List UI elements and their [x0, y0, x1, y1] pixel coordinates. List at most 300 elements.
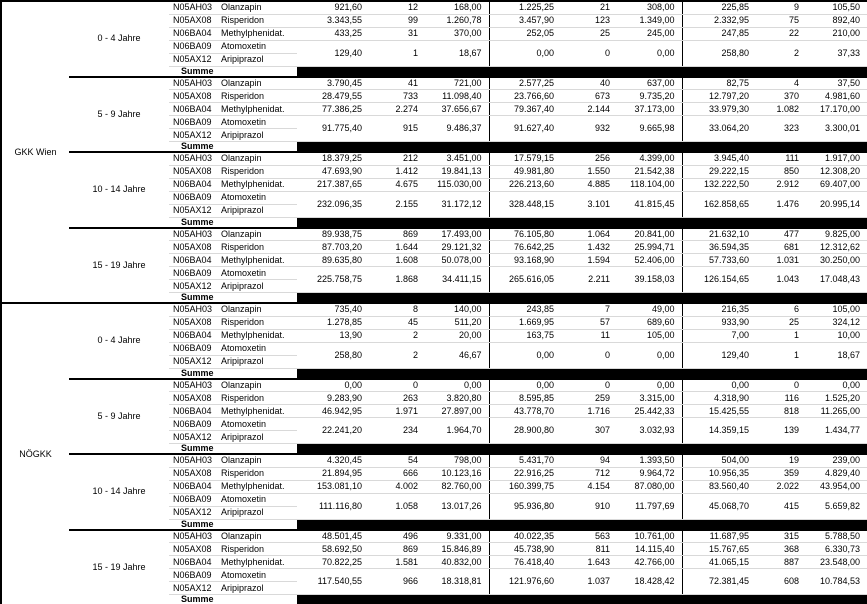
value-cell: 368: [756, 543, 808, 556]
value-cell: 6.330,73: [808, 543, 867, 556]
value-cell: 1.550: [561, 165, 619, 178]
value-cell: 43.778,70: [489, 405, 561, 418]
value-cell: 370: [756, 90, 808, 103]
merged-value-cell: 72.381,45: [682, 569, 756, 595]
value-cell: 25.994,71: [619, 241, 682, 254]
drug-row: [1, 1, 867, 14]
value-cell: 1.393,50: [619, 454, 682, 467]
age-group-cell: 10 - 14 Jahre: [69, 152, 169, 228]
value-cell: 2: [369, 329, 427, 342]
value-cell: 1.581: [369, 556, 427, 569]
value-cell: 15.846,89: [427, 543, 489, 556]
value-cell: 4: [756, 77, 808, 90]
value-cell: 263: [369, 392, 427, 405]
value-cell: 9.283,90: [297, 392, 369, 405]
value-cell: 23.766,60: [489, 90, 561, 103]
value-cell: 0: [756, 379, 808, 392]
merged-value-cell: 9.486,37: [427, 116, 489, 142]
value-cell: 132.222,50: [682, 178, 756, 191]
value-cell: 1.260,78: [427, 14, 489, 27]
drug-name-cell: Olanzapin: [219, 530, 297, 543]
value-cell: 20,00: [427, 329, 489, 342]
drug-name-cell: Risperidon: [219, 467, 297, 480]
value-cell: 4.829,40: [808, 467, 867, 480]
value-cell: 2.332,95: [682, 14, 756, 27]
atc-code-cell: N05AH03: [169, 228, 219, 241]
merged-value-cell: 1.868: [369, 267, 427, 293]
provider-cell: NÖGKK: [1, 303, 69, 604]
atc-code-cell: N06BA09: [169, 493, 219, 506]
value-cell: 1.608: [369, 254, 427, 267]
drug-name-cell: Risperidon: [219, 316, 297, 329]
drug-name-cell: Methylphenidat.: [219, 254, 297, 267]
value-cell: 689,60: [619, 316, 682, 329]
merged-value-cell: 91.775,40: [297, 116, 369, 142]
value-cell: 9.331,00: [427, 530, 489, 543]
value-cell: 811: [561, 543, 619, 556]
value-cell: 210,00: [808, 27, 867, 40]
value-cell: 4.399,00: [619, 152, 682, 165]
value-cell: 118.104,00: [619, 178, 682, 191]
drug-row: [1, 77, 867, 90]
value-cell: 40.022,35: [489, 530, 561, 543]
value-cell: 12: [369, 1, 427, 14]
value-cell: 6: [756, 303, 808, 316]
value-cell: 17.579,15: [489, 152, 561, 165]
value-cell: 70.822,25: [297, 556, 369, 569]
value-cell: 27.897,00: [427, 405, 489, 418]
value-cell: 11.265,00: [808, 405, 867, 418]
value-cell: 105,00: [619, 329, 682, 342]
merged-value-cell: 41.815,45: [619, 191, 682, 217]
drug-name-cell: Olanzapin: [219, 379, 297, 392]
drug-name-cell: Aripiprazol: [219, 582, 297, 595]
value-cell: 41: [369, 77, 427, 90]
merged-value-cell: 18,67: [427, 40, 489, 66]
value-cell: 0,00: [808, 379, 867, 392]
value-cell: 21.894,95: [297, 467, 369, 480]
merged-value-cell: 323: [756, 116, 808, 142]
value-cell: 82.760,00: [427, 480, 489, 493]
value-cell: 4.981,60: [808, 90, 867, 103]
value-cell: 212: [369, 152, 427, 165]
value-cell: 31: [369, 27, 427, 40]
summe-label-cell: Summe: [169, 142, 297, 153]
drug-name-cell: Methylphenidat.: [219, 103, 297, 116]
value-cell: 0,00: [619, 379, 682, 392]
value-cell: 247,85: [682, 27, 756, 40]
atc-code-cell: N06BA04: [169, 329, 219, 342]
drug-name-cell: Methylphenidat.: [219, 27, 297, 40]
value-cell: 9.735,20: [619, 90, 682, 103]
drug-name-cell: Olanzapin: [219, 303, 297, 316]
value-cell: 9: [756, 1, 808, 14]
merged-value-cell: 39.158,03: [619, 267, 682, 293]
value-cell: 10.956,35: [682, 467, 756, 480]
value-cell: 15.425,55: [682, 405, 756, 418]
drug-name-cell: Aripiprazol: [219, 431, 297, 444]
merged-value-cell: 17.048,43: [808, 267, 867, 293]
value-cell: 818: [756, 405, 808, 418]
merged-value-cell: 33.064,20: [682, 116, 756, 142]
value-cell: 721,00: [427, 77, 489, 90]
value-cell: 259: [561, 392, 619, 405]
value-cell: 226.213,60: [489, 178, 561, 191]
value-cell: 153.081,10: [297, 480, 369, 493]
drug-name-cell: Aripiprazol: [219, 129, 297, 142]
value-cell: 20.841,00: [619, 228, 682, 241]
value-cell: 49,00: [619, 303, 682, 316]
drug-name-cell: Risperidon: [219, 241, 297, 254]
value-cell: 25: [561, 27, 619, 40]
value-cell: 33.979,30: [682, 103, 756, 116]
atc-code-cell: N06BA09: [169, 116, 219, 129]
value-cell: 40: [561, 77, 619, 90]
drug-row: [1, 303, 867, 316]
value-cell: 477: [756, 228, 808, 241]
merged-value-cell: 932: [561, 116, 619, 142]
drug-name-cell: Aripiprazol: [219, 506, 297, 519]
value-cell: 49.981,80: [489, 165, 561, 178]
merged-value-cell: 0,00: [489, 40, 561, 66]
value-cell: 0,00: [682, 379, 756, 392]
value-cell: 4.002: [369, 480, 427, 493]
value-cell: 869: [369, 543, 427, 556]
atc-code-cell: N06BA04: [169, 254, 219, 267]
value-cell: 735,40: [297, 303, 369, 316]
atc-code-cell: N05AH03: [169, 152, 219, 165]
merged-value-cell: 14.359,15: [682, 418, 756, 444]
value-cell: 105,50: [808, 1, 867, 14]
value-cell: 12.312,62: [808, 241, 867, 254]
value-cell: 4.320,45: [297, 454, 369, 467]
value-cell: 1.644: [369, 241, 427, 254]
atc-code-cell: N05AX08: [169, 392, 219, 405]
value-cell: 324,12: [808, 316, 867, 329]
merged-value-cell: 608: [756, 569, 808, 595]
atc-code-cell: N05AX08: [169, 467, 219, 480]
merged-value-cell: 11.797,69: [619, 493, 682, 519]
merged-value-cell: 225.758,75: [297, 267, 369, 293]
value-cell: 7,00: [682, 329, 756, 342]
value-cell: 30.250,00: [808, 254, 867, 267]
merged-value-cell: 3.101: [561, 191, 619, 217]
value-cell: 2.912: [756, 178, 808, 191]
drug-name-cell: Methylphenidat.: [219, 480, 297, 493]
value-cell: 256: [561, 152, 619, 165]
value-cell: 217.387,65: [297, 178, 369, 191]
value-cell: 94: [561, 454, 619, 467]
atc-code-cell: N05AH03: [169, 379, 219, 392]
merged-value-cell: 139: [756, 418, 808, 444]
value-cell: 4.675: [369, 178, 427, 191]
value-cell: 123: [561, 14, 619, 27]
value-cell: 37.656,67: [427, 103, 489, 116]
value-cell: 5.431,70: [489, 454, 561, 467]
value-cell: 1: [756, 329, 808, 342]
value-cell: 1.917,00: [808, 152, 867, 165]
value-cell: 163,75: [489, 329, 561, 342]
drug-name-cell: Atomoxetin: [219, 116, 297, 129]
atc-code-cell: N05AX08: [169, 316, 219, 329]
age-group-cell: 5 - 9 Jahre: [69, 77, 169, 153]
value-cell: 5.788,50: [808, 530, 867, 543]
drug-name-cell: Risperidon: [219, 90, 297, 103]
value-cell: 168,00: [427, 1, 489, 14]
merged-value-cell: 129,40: [297, 40, 369, 66]
merged-value-cell: 0: [561, 342, 619, 368]
summe-label-cell: Summe: [169, 66, 297, 77]
value-cell: 21.632,10: [682, 228, 756, 241]
drug-name-cell: Olanzapin: [219, 1, 297, 14]
value-cell: 3.820,80: [427, 392, 489, 405]
atc-code-cell: N05AX08: [169, 165, 219, 178]
value-cell: 41.065,15: [682, 556, 756, 569]
merged-value-cell: 28.900,80: [489, 418, 561, 444]
value-cell: 1.971: [369, 405, 427, 418]
atc-code-cell: N05AX12: [169, 53, 219, 66]
summe-label-cell: Summe: [169, 595, 297, 604]
value-cell: 1.278,85: [297, 316, 369, 329]
value-cell: 17.493,00: [427, 228, 489, 241]
merged-value-cell: 1.434,77: [808, 418, 867, 444]
value-cell: 0: [561, 379, 619, 392]
value-cell: 13,90: [297, 329, 369, 342]
merged-value-cell: 910: [561, 493, 619, 519]
age-group-cell: 10 - 14 Jahre: [69, 454, 169, 530]
value-cell: 1.716: [561, 405, 619, 418]
value-cell: 87.080,00: [619, 480, 682, 493]
merged-value-cell: 117.540,55: [297, 569, 369, 595]
value-cell: 216,35: [682, 303, 756, 316]
atc-code-cell: N05AH03: [169, 530, 219, 543]
atc-code-cell: N06BA09: [169, 342, 219, 355]
value-cell: 673: [561, 90, 619, 103]
drug-name-cell: Risperidon: [219, 165, 297, 178]
value-cell: 511,20: [427, 316, 489, 329]
drug-name-cell: Atomoxetin: [219, 418, 297, 431]
value-cell: 21: [561, 1, 619, 14]
merged-value-cell: 1.476: [756, 191, 808, 217]
value-cell: 76.418,40: [489, 556, 561, 569]
drug-name-cell: Methylphenidat.: [219, 329, 297, 342]
merged-value-cell: 5.659,82: [808, 493, 867, 519]
merged-value-cell: 265.616,05: [489, 267, 561, 293]
merged-value-cell: 1: [369, 40, 427, 66]
merged-value-cell: 22.241,20: [297, 418, 369, 444]
atc-code-cell: N06BA09: [169, 191, 219, 204]
value-cell: 3.457,90: [489, 14, 561, 27]
value-cell: 12.797,20: [682, 90, 756, 103]
value-cell: 79.367,40: [489, 103, 561, 116]
value-cell: 308,00: [619, 1, 682, 14]
value-cell: 1.412: [369, 165, 427, 178]
merged-value-cell: 3.032,93: [619, 418, 682, 444]
value-cell: 48.501,45: [297, 530, 369, 543]
value-cell: 69.407,00: [808, 178, 867, 191]
summe-redacted-bar: [297, 217, 867, 228]
atc-code-cell: N06BA04: [169, 480, 219, 493]
value-cell: 2.144: [561, 103, 619, 116]
drug-name-cell: Methylphenidat.: [219, 178, 297, 191]
atc-code-cell: N05AH03: [169, 77, 219, 90]
value-cell: 22.916,25: [489, 467, 561, 480]
value-cell: 887: [756, 556, 808, 569]
value-cell: 243,85: [489, 303, 561, 316]
drug-name-cell: Olanzapin: [219, 77, 297, 90]
value-cell: 1.643: [561, 556, 619, 569]
atc-code-cell: N05AX12: [169, 129, 219, 142]
drug-row: [1, 152, 867, 165]
value-cell: 14.115,40: [619, 543, 682, 556]
value-cell: 0,00: [427, 379, 489, 392]
value-cell: 93.168,90: [489, 254, 561, 267]
value-cell: 52.406,00: [619, 254, 682, 267]
atc-code-cell: N06BA04: [169, 178, 219, 191]
age-group-cell: 0 - 4 Jahre: [69, 1, 169, 77]
value-cell: 9.825,00: [808, 228, 867, 241]
merged-value-cell: 129,40: [682, 342, 756, 368]
value-cell: 29.121,32: [427, 241, 489, 254]
summe-redacted-bar: [297, 293, 867, 304]
value-cell: 17.170,00: [808, 103, 867, 116]
merged-value-cell: 307: [561, 418, 619, 444]
summe-redacted-bar: [297, 142, 867, 153]
atc-code-cell: N06BA09: [169, 40, 219, 53]
drug-row: [1, 454, 867, 467]
value-cell: 29.222,15: [682, 165, 756, 178]
merged-value-cell: 18,67: [808, 342, 867, 368]
merged-value-cell: 18.428,42: [619, 569, 682, 595]
value-cell: 245,00: [619, 27, 682, 40]
value-cell: 77.386,25: [297, 103, 369, 116]
merged-value-cell: 126.154,65: [682, 267, 756, 293]
value-cell: 45.738,90: [489, 543, 561, 556]
merged-value-cell: 232.096,35: [297, 191, 369, 217]
value-cell: 0,00: [297, 379, 369, 392]
report-table-body: [1, 1, 867, 604]
value-cell: 1.594: [561, 254, 619, 267]
value-cell: 111: [756, 152, 808, 165]
summe-label-cell: Summe: [169, 519, 297, 530]
value-cell: 75: [756, 14, 808, 27]
value-cell: 563: [561, 530, 619, 543]
value-cell: 10,00: [808, 329, 867, 342]
value-cell: 225,85: [682, 1, 756, 14]
value-cell: 933,90: [682, 316, 756, 329]
value-cell: 58.692,50: [297, 543, 369, 556]
value-cell: 637,00: [619, 77, 682, 90]
value-cell: 3.790,45: [297, 77, 369, 90]
summe-redacted-bar: [297, 519, 867, 530]
value-cell: 315: [756, 530, 808, 543]
atc-code-cell: N05AX12: [169, 355, 219, 368]
value-cell: 3.945,40: [682, 152, 756, 165]
value-cell: 19: [756, 454, 808, 467]
merged-value-cell: 0,00: [489, 342, 561, 368]
drug-name-cell: Atomoxetin: [219, 267, 297, 280]
drug-row: [1, 228, 867, 241]
value-cell: 12.308,20: [808, 165, 867, 178]
value-cell: 681: [756, 241, 808, 254]
value-cell: 43.954,00: [808, 480, 867, 493]
provider-cell: GKK Wien: [1, 1, 69, 303]
age-group-cell: 15 - 19 Jahre: [69, 530, 169, 604]
value-cell: 8: [369, 303, 427, 316]
value-cell: 11.687,95: [682, 530, 756, 543]
atc-code-cell: N05AX12: [169, 280, 219, 293]
drug-name-cell: Risperidon: [219, 543, 297, 556]
value-cell: 8.595,85: [489, 392, 561, 405]
merged-value-cell: 1.964,70: [427, 418, 489, 444]
age-group-cell: 0 - 4 Jahre: [69, 303, 169, 379]
value-cell: 89.635,80: [297, 254, 369, 267]
merged-value-cell: 9.665,98: [619, 116, 682, 142]
merged-value-cell: 121.976,60: [489, 569, 561, 595]
drug-name-cell: Olanzapin: [219, 152, 297, 165]
value-cell: 504,00: [682, 454, 756, 467]
merged-value-cell: 2: [369, 342, 427, 368]
value-cell: 76.642,25: [489, 241, 561, 254]
value-cell: 45: [369, 316, 427, 329]
merged-value-cell: 10.784,53: [808, 569, 867, 595]
summe-label-cell: Summe: [169, 444, 297, 455]
value-cell: 19.841,13: [427, 165, 489, 178]
merged-value-cell: 258,80: [297, 342, 369, 368]
value-cell: 140,00: [427, 303, 489, 316]
value-cell: 54: [369, 454, 427, 467]
atc-code-cell: N06BA04: [169, 556, 219, 569]
merged-value-cell: 91.627,40: [489, 116, 561, 142]
value-cell: 37,50: [808, 77, 867, 90]
atc-code-cell: N06BA09: [169, 569, 219, 582]
atc-code-cell: N06BA04: [169, 103, 219, 116]
drug-name-cell: Aripiprazol: [219, 53, 297, 66]
value-cell: 4.318,90: [682, 392, 756, 405]
value-cell: 40.832,00: [427, 556, 489, 569]
merged-value-cell: 20.995,14: [808, 191, 867, 217]
value-cell: 3.451,00: [427, 152, 489, 165]
value-cell: 239,00: [808, 454, 867, 467]
value-cell: 798,00: [427, 454, 489, 467]
value-cell: 892,40: [808, 14, 867, 27]
value-cell: 3.343,55: [297, 14, 369, 27]
drug-name-cell: Atomoxetin: [219, 493, 297, 506]
merged-value-cell: 46,67: [427, 342, 489, 368]
value-cell: 1.432: [561, 241, 619, 254]
merged-value-cell: 1.058: [369, 493, 427, 519]
merged-value-cell: 2.211: [561, 267, 619, 293]
value-cell: 921,60: [297, 1, 369, 14]
value-cell: 2.577,25: [489, 77, 561, 90]
value-cell: 57: [561, 316, 619, 329]
value-cell: 0: [369, 379, 427, 392]
atc-code-cell: N05AX12: [169, 431, 219, 444]
drug-name-cell: Aripiprazol: [219, 204, 297, 217]
value-cell: 18.379,25: [297, 152, 369, 165]
value-cell: 11.098,40: [427, 90, 489, 103]
value-cell: 370,00: [427, 27, 489, 40]
atc-code-cell: N05AX12: [169, 582, 219, 595]
value-cell: 2.274: [369, 103, 427, 116]
value-cell: 42.766,00: [619, 556, 682, 569]
value-cell: 82,75: [682, 77, 756, 90]
value-cell: 850: [756, 165, 808, 178]
merged-value-cell: 95.936,80: [489, 493, 561, 519]
value-cell: 869: [369, 228, 427, 241]
merged-value-cell: 0: [561, 40, 619, 66]
atc-code-cell: N05AH03: [169, 454, 219, 467]
